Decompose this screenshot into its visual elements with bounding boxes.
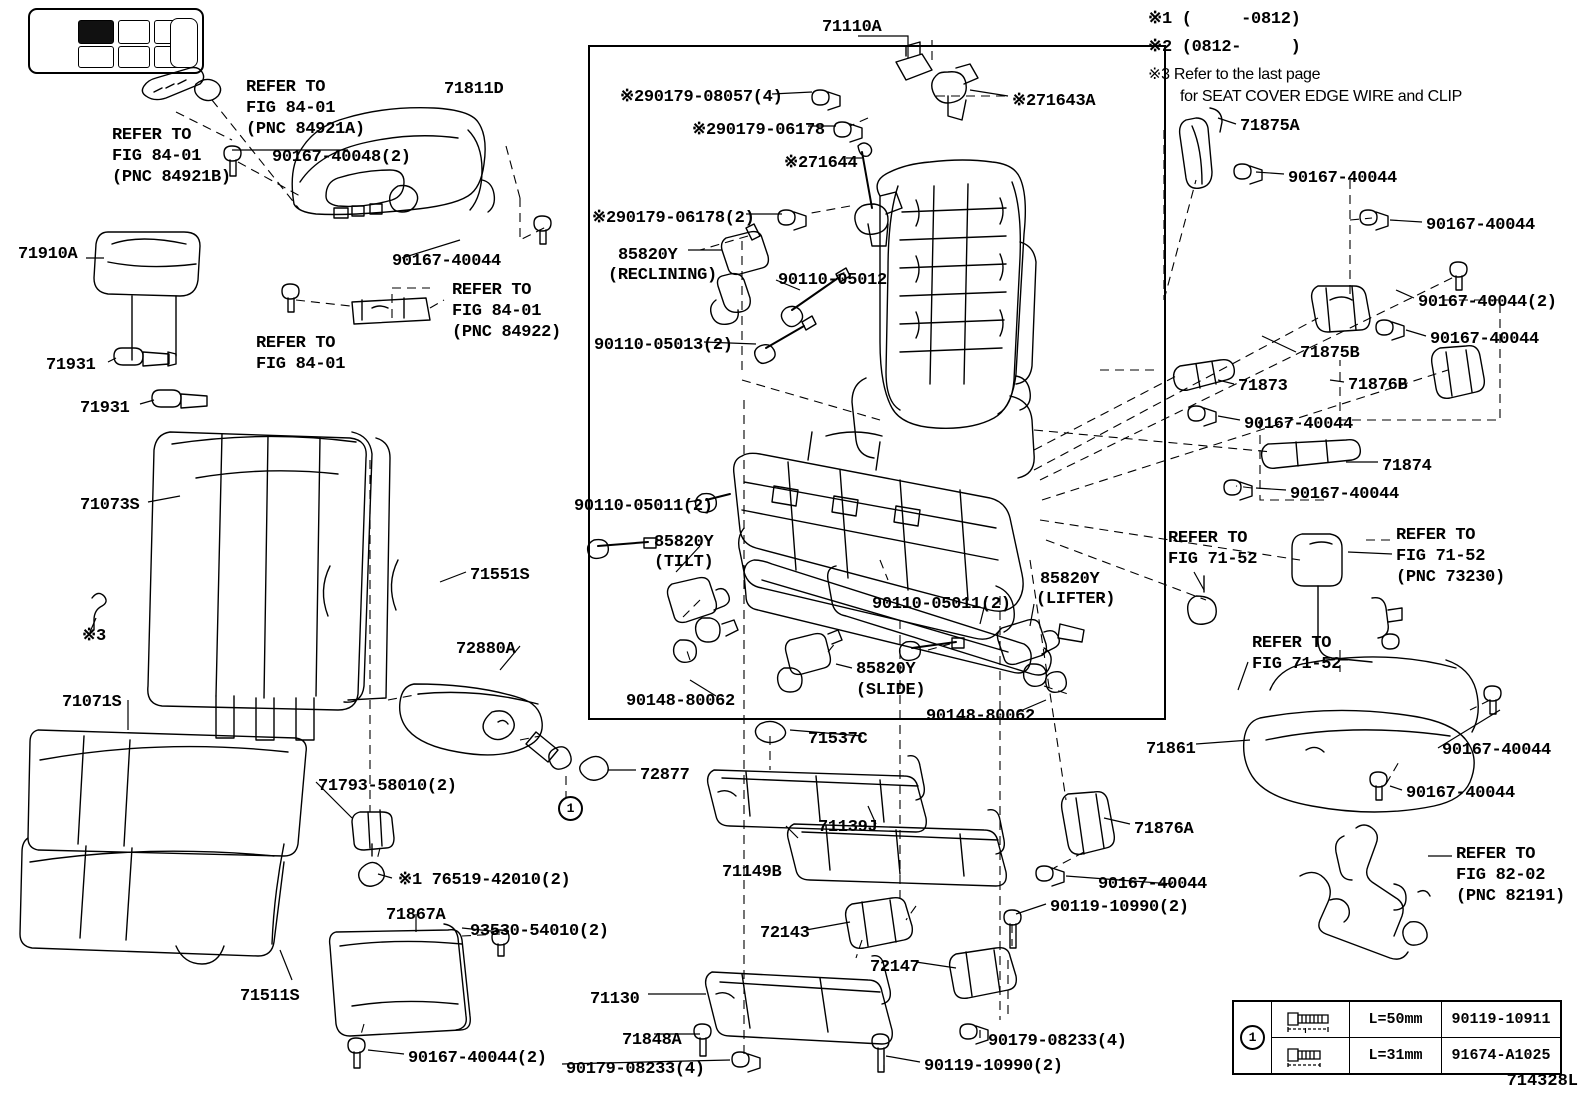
part-label-l_71139J: 71139J [818,818,878,837]
part-label-l_refer7152_73230_3: (PNC 73230) [1396,568,1505,587]
part-label-l_refer7152_73230_2: FIG 71-52 [1396,547,1486,566]
part-label-l_271644: ※271644 [784,154,858,173]
legend-marker-icon: 1 [1240,1025,1265,1050]
part-label-l_refer8202_3: (PNC 82191) [1456,887,1565,906]
swatch-cell-7 [170,18,198,68]
part-label-l_90167_40044_c: 90167-40044 [1098,875,1207,894]
part-label-l_90119_10990_a: 90119-10990(2) [1050,898,1189,917]
part-label-l_85820Y_lift_1: 85820Y [1040,570,1100,589]
part-label-l_note3_mark: ※3 [82,627,106,646]
legend-marker-cell [1234,1002,1272,1073]
part-label-l_refer7152_b_1: REFER TO [1252,634,1332,653]
callout-marker-1a: 1 [558,796,583,821]
legend-bolt-icon-row2 [1272,1038,1350,1074]
part-label-l_90167_40044_g: 90167-40044 [1430,330,1539,349]
part-label-l_72877: 72877 [640,766,690,785]
part-label-l_71874: 71874 [1382,457,1432,476]
part-label-l_72147: 72147 [870,958,920,977]
part-label-l_71071S: 71071S [62,693,122,712]
part-label-l_71511S: 71511S [240,987,300,1006]
part-label-l_90167_40044_e: 90167-40044 [1426,216,1535,235]
part-label-l_90167_40048: 90167-40048(2) [272,148,411,167]
part-label-l_90167_40044_j: 90167-40044 [1442,741,1551,760]
swatch-cell-4 [78,46,114,68]
legend-part-row1: 90119-10911 [1442,1002,1560,1038]
svg-text:L: L [1303,1027,1309,1034]
part-label-l_71130: 71130 [590,990,640,1009]
part-label-l_refer7152_2: FIG 71-52 [1168,550,1258,569]
part-label-l_71875B: 71875B [1300,344,1360,363]
part-label-l_71861: 71861 [1146,740,1196,759]
color-swatch-panel [28,8,204,74]
fastener-legend-table [1232,1000,1562,1075]
part-label-l_90148_80062_b: 90148-80062 [926,707,1035,726]
part-label-l_90167_40044_a: 90167-40044 [392,252,501,271]
note-3-line2: for SEAT COVER EDGE WIRE and CLIP [1180,88,1463,105]
part-label-l_refer8401_84922_2: FIG 84-01 [452,302,542,321]
part-label-l_71149B: 71149B [722,863,782,882]
part-label-l_85820Y_slide_2: (SLIDE) [856,681,926,700]
part-label-l_90167_40044_b: 90167-40044(2) [408,1049,547,1068]
swatch-cell-5 [118,46,150,68]
part-label-l_290179_08057: ※290179-08057(4) [620,88,783,107]
legend-length-row2: L=31mm [1350,1038,1442,1074]
part-label-l_76519_42010: ※1 76519-42010(2) [398,871,571,890]
note-2: ※2 (0812- ) [1148,38,1301,57]
part-label-l_refer8401_84922_3: (PNC 84922) [452,323,561,342]
part-label-l_271643A: ※271643A [1012,92,1096,111]
part-label-l_refer8401_84921A_1: REFER TO [246,78,326,97]
part-label-l_72880A: 72880A [456,640,516,659]
part-label-l_90167_40044_2f: 90167-40044(2) [1418,293,1557,312]
legend-bolt-icon-row1 [1272,1002,1350,1038]
part-label-l_90110_05012: 90110-05012 [778,271,887,290]
part-label-l_71875A: 71875A [1240,117,1300,136]
part-label-l_90110_05011_b: 90110-05011(2) [872,595,1011,614]
part-label-l_71873: 71873 [1238,377,1288,396]
note-3-line1: ※3 Refer to the last page [1148,66,1321,83]
bolt-icon-short [1280,1042,1342,1068]
part-label-l_85820Y_rec_2: (RECLINING) [608,266,717,285]
part-label-l_71931_b: 71931 [80,399,130,418]
part-label-l_93530_54010: 93530-54010(2) [470,922,609,941]
part-label-l_90110_05013: 90110-05013(2) [594,336,733,355]
part-label-l_71867A: 71867A [386,906,446,925]
part-label-l_71876B: 71876B [1348,376,1408,395]
part-label-l_90167_40044_d: 90167-40044 [1288,169,1397,188]
part-label-l_90148_80062_a: 90148-80062 [626,692,735,711]
part-label-l_71910A: 71910A [18,245,78,264]
part-label-l_85820Y_rec_1: 85820Y [618,246,678,265]
part-label-l_90167_40044_i: 90167-40044 [1290,485,1399,504]
figure-code: 714328L [1506,1072,1578,1091]
part-label-l_85820Y_lift_2: (LIFTER) [1036,590,1116,609]
part-label-l_refer8401_84921B_1: REFER TO [112,126,192,145]
part-label-l_71793_58010: 71793-58010(2) [318,777,457,796]
part-label-l_refer7152_b_2: FIG 71-52 [1252,655,1342,674]
part-label-l_refer8401_84921B_2: FIG 84-01 [112,147,202,166]
bolt-icon [1280,1005,1342,1033]
part-label-l_refer8401_84922_1: REFER TO [452,281,532,300]
part-label-l_90119_10990_b: 90119-10990(2) [924,1057,1063,1076]
part-label-l_refer7152_73230_1: REFER TO [1396,526,1476,545]
part-label-l_refer7152_1: REFER TO [1168,529,1248,548]
part-label-l_71848A: 71848A [622,1031,682,1050]
part-label-l_85820Y_tilt_1: 85820Y [654,533,714,552]
part-label-l_290179_06178_b: ※290179-06178(2) [592,209,755,228]
part-label-l_refer8401_84921A_2: FIG 84-01 [246,99,336,118]
part-label-l_refer8202_2: FIG 82-02 [1456,866,1546,885]
seat-frame-detail-box [588,45,1166,720]
part-label-l_85820Y_tilt_2: (TILT) [654,553,714,572]
part-label-l_90167_40044_k: 90167-40044 [1406,784,1515,803]
part-label-l_72143: 72143 [760,924,810,943]
part-label-l_71110A: 71110A [822,18,882,37]
swatch-cell-1 [78,20,114,44]
swatch-cell-2 [118,20,150,44]
part-label-l_90179_08233_b: 90179-08233(4) [988,1032,1127,1051]
part-label-l_90167_40044_h: 90167-40044 [1244,415,1353,434]
part-label-l_71537C: 71537C [808,730,868,749]
part-label-l_71811D: 71811D [444,80,504,99]
legend-length-row1: L=50mm [1350,1002,1442,1038]
part-label-l_refer8401_84921B_3: (PNC 84921B) [112,168,231,187]
part-label-l_90110_05011_a: 90110-05011(2) [574,497,713,516]
part-label-l_refer8401_1: REFER TO [256,334,336,353]
part-label-l_85820Y_slide_1: 85820Y [856,660,916,679]
legend-part-row2: 91674-A1025 [1451,1046,1551,1064]
part-label-l_refer8401_84921A_3: (PNC 84921A) [246,120,365,139]
part-label-l_71073S: 71073S [80,496,140,515]
part-label-l_90179_08233_a: 90179-08233(4) [566,1060,705,1079]
part-label-l_refer8401_2: FIG 84-01 [256,355,346,374]
part-label-l_71931_a: 71931 [46,356,96,375]
part-label-l_refer8202_1: REFER TO [1456,845,1536,864]
note-1: ※1 ( -0812) [1148,10,1301,29]
part-label-l_71876A: 71876A [1134,820,1194,839]
part-label-l_71551S: 71551S [470,566,530,585]
part-label-l_290179_06178_a: ※290179-06178 [692,121,825,140]
